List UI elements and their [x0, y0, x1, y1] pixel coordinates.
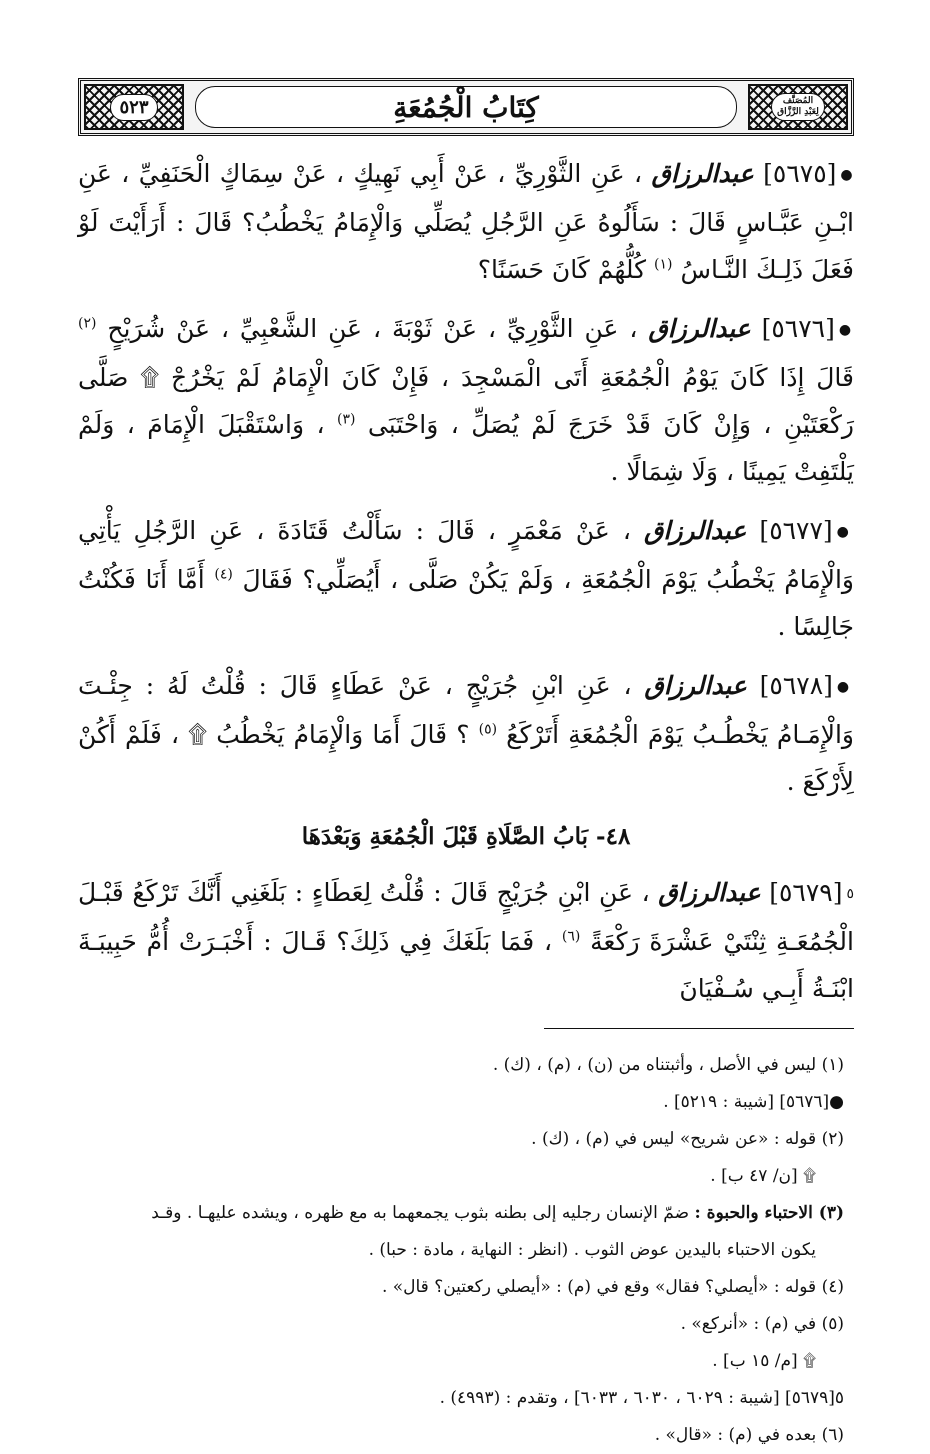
footnote-source-5676: ●[٥٦٧٦] [شيبة : ٥٢١٩] . [663, 1092, 844, 1112]
hadith-number: [٥٦٧٧] [759, 516, 833, 545]
page-header [78, 78, 854, 136]
page-number: ٥٢٣ [110, 94, 157, 121]
main-text [78, 150, 854, 1454]
footnote-3-continued: يكون الاحتباء باليدين عوض الثوب . (انظر : النهاية ، مادة : حبا) . [368, 1240, 816, 1260]
hadith-5675 [78, 150, 854, 293]
author-name: عبدالرزاق [643, 516, 747, 545]
seal-line-2: لِعَبْدِ الرَّزَّاق [777, 107, 819, 117]
footnote-manuscript-ref: ۩ [م/ ١٥ ب] . [712, 1351, 816, 1371]
hadith-5676 [78, 305, 854, 495]
hadith-text: ، عَنِ ابْنِ جُرَيْجٍ ، عَنْ عَطَاءٍ قَالَ : قُلْتُ لَهُ : جِئْـتَ وَالْإِمَـامُ يَخْطُـبُ يَوْمَ الْجُمُعَةِ أَتَرْكَعُ [78, 671, 855, 749]
footnote-ref[interactable]: (٦) [561, 928, 581, 945]
seal-line-1: المُصَنَّف [782, 96, 814, 106]
hadith-text-continued: ، فَمَا بَلَغَكَ فِي ذَلِكَ؟ قَـالَ : أَخْبَـرَتْ أُمُّ حَبِيبَـةَ ابْنَـةُ أَبِـي سُـفْيَانَ [78, 927, 854, 1003]
footnote-source-5679: ٥[٥٦٧٩] [شيبة : ٦٠٢٩ ، ٦٠٣٠ ، ٦٠٣٣] ، وتقدم : (٤٩٩٣) . [439, 1388, 844, 1408]
hadith-marker: ● [836, 524, 855, 540]
footnotes [78, 1047, 854, 1454]
book-title: كِتَابُ الْجُمُعَةِ [195, 86, 737, 128]
footnote-ref[interactable]: (٥) [478, 721, 498, 738]
hadith-text: ، عَنِ ابْنِ جُرَيْجٍ قَالَ : قُلْتُ لِعَطَاءٍ : بَلَغَنِي أَنَّكَ تَرْكَعُ قَبْـلَ الْجُمُعَـةِ ثِنْتَيْ عَشْرَةَ رَكْعَةً [78, 878, 854, 956]
page-number-box [84, 84, 184, 130]
book-seal [771, 93, 825, 121]
footnote-ref[interactable]: (٤) [214, 566, 233, 583]
footnote-2: (٢) قوله : «عن شريح» ليس في (م) ، (ك) . [531, 1129, 844, 1149]
book-seal-box [748, 84, 848, 130]
hadith-marker: ● [840, 167, 855, 183]
footnote-ref[interactable]: (٣) [336, 411, 356, 428]
footnote-manuscript-ref: ۩ [ن/ ٤٧ ب] . [710, 1166, 816, 1186]
author-name: عبدالرزاق [644, 671, 747, 700]
hadith-number: [٥٦٧٥] [763, 159, 837, 188]
footnote-ref[interactable]: (٢) [78, 315, 97, 332]
footnote-1: (١) ليس في الأصل ، وأثبتناه من (ن) ، (م) ، (ك) . [492, 1055, 844, 1075]
footnote-3-label: (٣) الاحتباء والحبوة : [694, 1203, 844, 1223]
author-name: عبدالرزاق [648, 314, 751, 343]
hadith-5678 [78, 662, 854, 805]
hadith-text: ، عَنِ الثَّوْرِيِّ ، عَنْ أَبِي نَهِيكٍ ، عَنْ سِمَاكٍ الْحَنَفِيِّ ، عَنِ ابْـنِ عَبَّـاسٍ قَالَ : سَأَلُوهُ عَنِ الرَّجُلِ يُصَلِّي وَالْإِمَامُ يَخْطُبُ؟ قَالَ : أَرَأَيْتَ لَوْ فَعَلَ ذَلِـكَ النَّـاسُ [78, 159, 854, 284]
footnote-divider [544, 1028, 854, 1029]
hadith-number: [٥٦٧٦] [761, 314, 835, 343]
hadith-text-continued: ، وَاسْتَقْبَلَ الْإِمَامَ ، وَلَمْ يَلْتَفِتْ يَمِينًا ، وَلَا شِمَالًا . [78, 410, 854, 486]
author-name: عبدالرزاق [658, 878, 761, 907]
hadith-5677 [78, 507, 854, 650]
hadith-text-continued: أَمَّا أَنَا فَكُنْتُ جَالِسًا . [78, 565, 854, 641]
hadith-number: [٥٦٧٩] [769, 878, 843, 907]
hadith-number: [٥٦٧٨] [759, 671, 833, 700]
hadith-text: ، عَنْ مَعْمَرٍ ، قَالَ : سَأَلْتُ قَتَادَةَ ، عَنِ الرَّجُلِ يَأْتِي وَالْإِمَامُ يَخْطُبُ يَوْمَ الْجُمُعَةِ ، وَلَمْ يَكُنْ صَلَّى ، أَيُصَلِّي؟ فَقَالَ [78, 516, 854, 594]
section-title: ٤٨- بَابُ الصَّلَاةِ قَبْلَ الْجُمُعَةِ وَبَعْدَهَا [301, 823, 631, 850]
footnote-ref[interactable]: (١) [654, 256, 673, 273]
footnote-4: (٤) قوله : «أيصلي؟ فقال» وقع في (م) : «أيصلي ركعتين؟ قال» . [381, 1277, 844, 1297]
hadith-marker: ● [838, 322, 854, 338]
footnote-3-text: ضمّ الإنسان رجليه إلى بطنه بثوب يجمعهما به مع ظهره ، ويشده عليهـا . وقـد [151, 1203, 690, 1223]
footnote-5: (٥) في (م) : «أنركع» . [680, 1314, 844, 1334]
hadith-text: ، عَنِ الثَّوْرِيِّ ، عَنْ ثَوْبَةَ ، عَنِ الشَّعْبِيِّ ، عَنْ شُرَيْحٍ [107, 314, 638, 343]
hadith-text-continued: كُلُّهُمْ كَانَ حَسَنًا؟ [477, 255, 647, 284]
hadith-text-continued: ؟ قَالَ أَمَا وَالْإِمَامُ يَخْطُبُ ۩ ، فَلَمْ أَكُنْ لِأَرْكَعَ . [78, 720, 854, 796]
footnote-6: (٦) بعده في (م) : «قال» . [654, 1425, 844, 1445]
hadith-text-continued: قَالَ إِذَا كَانَ يَوْمُ الْجُمُعَةِ أَتَى الْمَسْجِدَ ، فَإِنْ كَانَ الْإِمَامُ لَمْ يَخْرُجْ ۩ صَلَّى رَكْعَتَيْنِ ، وَإِنْ كَانَ قَدْ خَرَجَ لَمْ يُصَلِّ ، وَاحْتَبَى [78, 363, 854, 439]
author-name: عبدالرزاق [651, 159, 754, 188]
hadith-marker: ٥ [846, 886, 854, 902]
hadith-marker: ● [836, 679, 855, 695]
hadith-5679 [78, 869, 854, 1012]
footnote-3 [78, 1195, 854, 1232]
